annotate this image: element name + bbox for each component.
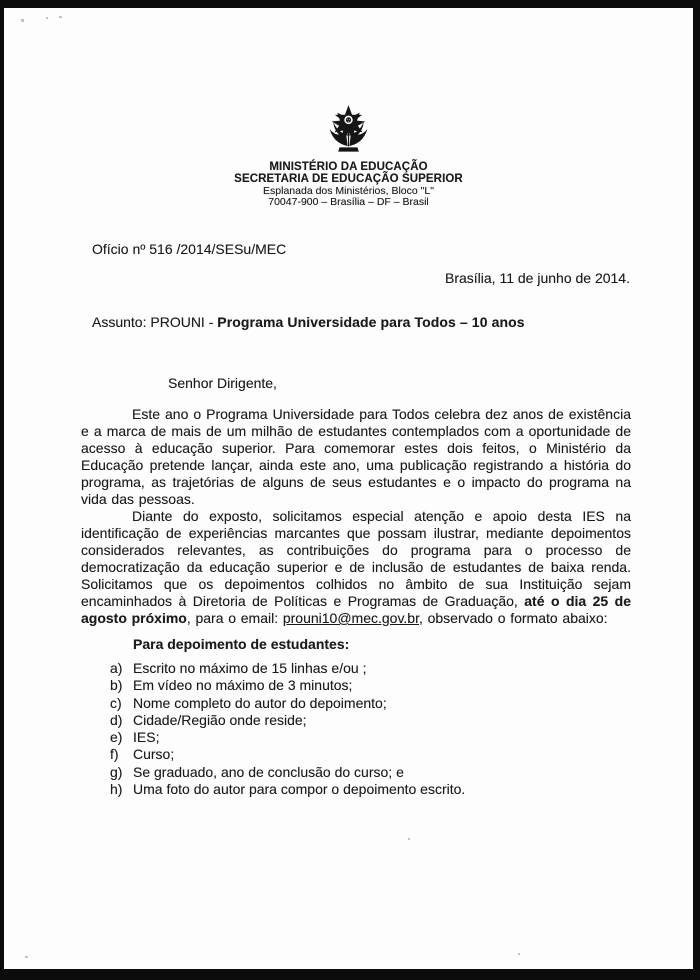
list-item <box>110 677 465 694</box>
list-item-text: Em vídeo no máximo de 3 minutos; <box>133 677 353 694</box>
list-item-text: Uma foto do autor para compor o depoimento escrito. <box>133 781 466 798</box>
list-item-letter: g) <box>110 763 123 780</box>
scan-noise-speck <box>46 17 48 19</box>
list-item-text: IES; <box>133 729 160 746</box>
email-address: prouni10@mec.gov.br <box>282 610 419 626</box>
letterhead <box>4 102 693 208</box>
brazil-coat-of-arms-icon <box>325 102 372 158</box>
list-item-text: Escrito no máximo de 15 linhas e/ou ; <box>133 660 367 676</box>
letterhead-address: Esplanada dos Ministérios, Bloco "L" <box>263 184 434 197</box>
requirements-list <box>110 660 465 798</box>
list-item <box>110 781 465 798</box>
list-item-letter: c) <box>110 694 122 711</box>
letterhead-secretariat: SECRETARIA DE EDUCAÇÃO SUPERIOR <box>234 172 463 185</box>
list-item-text: Nome completo do autor do depoimento; <box>133 694 387 711</box>
letterhead-city: 70047-900 – Brasília – DF – Brasil <box>268 196 429 208</box>
list-item-letter: e) <box>110 729 123 746</box>
salutation: Senhor Dirigente, <box>168 375 277 391</box>
paragraph-2-text: , para o email: <box>186 610 283 626</box>
list-item-letter: d) <box>110 711 123 728</box>
date-line: Brasília, 11 de junho de 2014. <box>445 270 630 286</box>
paragraph-1: Este ano o Programa Universidade para Todos celebra dez anos de existência e a marca de mais de um milhão de estudantes contemplados com a oportunidade de acesso à educação superior. Para comemorar estes dois feitos, o Ministério da Educação pretende lançar, ainda este ano, uma publicação registrando a história do programa, as trajetórias de alguns de seus estudantes e o impacto do programa na vida das pessoas. <box>81 406 631 507</box>
oficio-reference: Ofício nº 516 /2014/SESu/MEC <box>92 241 287 257</box>
list-item-text: Curso; <box>133 746 175 763</box>
scan-noise-speck <box>518 953 520 955</box>
list-item-letter: h) <box>110 781 123 798</box>
list-item <box>110 764 465 781</box>
paragraph-2-text: , observado o formato abaixo: <box>418 610 608 626</box>
list-item <box>110 729 465 746</box>
list-heading: Para depoimento de estudantes: <box>133 636 350 652</box>
scan-noise-speck <box>25 956 28 958</box>
scan-noise-speck <box>21 19 24 22</box>
subject-prefix: Assunto: PROUNI - <box>92 314 218 330</box>
document-page <box>4 8 693 969</box>
list-item-letter: b) <box>110 677 123 694</box>
list-item-text: Se graduado, ano de conclusão do curso; e <box>133 763 404 780</box>
list-item-letter: a) <box>110 660 123 676</box>
deadline-emphasis: até o dia 25 de agosto próximo <box>81 593 631 626</box>
subject-title: Programa Universidade para Todos – 10 anos <box>217 314 525 330</box>
paragraph-2-text: Diante do exposto, solicitamos especial atenção e apoio desta IES na identificação de experiências marcantes que possam ilustrar, mediante depoimentos considerados relevantes, as contribuições do programa para o processo de democratização da educação superior e de inclusão de estudantes de baixa renda. Solicitamos que os depoimentos colhidos no âmbito de sua Instituição sejam encaminhados à Diretoria de Políticas e Programas de Graduação, <box>81 508 631 609</box>
list-item-text: Cidade/Região onde reside; <box>133 711 307 728</box>
list-item <box>110 712 465 729</box>
list-item-letter: f) <box>110 746 119 763</box>
scan-noise-speck <box>408 838 410 840</box>
paragraph-2 <box>81 508 631 627</box>
letterhead-ministry: MINISTÉRIO DA EDUCAÇÃO <box>269 161 428 173</box>
list-item <box>110 695 465 712</box>
scan-noise-speck <box>59 16 62 18</box>
list-item <box>110 660 465 677</box>
list-item <box>110 746 465 763</box>
subject-line <box>92 314 525 330</box>
